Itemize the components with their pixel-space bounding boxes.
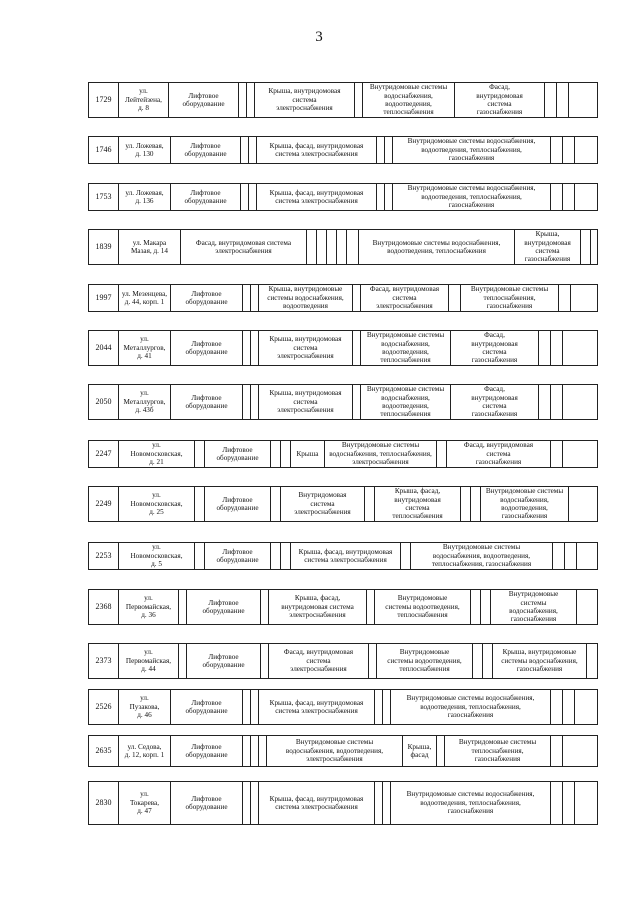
work-cell: [195, 543, 205, 569]
cell-text: Лифтовое оборудование: [216, 445, 259, 462]
cell-text: Крыша, фасад, внутридомовая система электроснабжения: [269, 698, 364, 715]
cell-text: Лифтовое оборудование: [185, 393, 228, 410]
work-cell: [257, 184, 377, 210]
work-cell: [385, 137, 393, 163]
work-cell: [563, 441, 575, 467]
work-cell: [551, 441, 563, 467]
cell-text: Лифтовое оборудование: [184, 141, 227, 158]
cell-text: Крыша, фасад, внутридомовая система электроснабжения: [298, 547, 393, 564]
work-cell: [461, 285, 559, 311]
cell-text: ул. Новомосковская, д. 25: [130, 491, 183, 517]
cell-text: Лифтовое оборудование: [202, 598, 245, 615]
work-cell: [337, 230, 347, 264]
cell-text: Внутридомовая система электроснабжения: [294, 491, 351, 517]
work-cell: [563, 184, 575, 210]
work-cell: [445, 736, 551, 766]
work-cell: [251, 782, 259, 824]
work-cell: [353, 285, 361, 311]
work-cell: [375, 782, 383, 824]
work-cell: [437, 736, 445, 766]
work-cell: [205, 543, 271, 569]
cell-text: Лифтовое оборудование: [182, 91, 225, 108]
page-number: 3: [315, 29, 323, 45]
work-cell: [551, 736, 563, 766]
work-cell: [353, 331, 361, 365]
work-cell: [205, 487, 271, 521]
table-row: [88, 284, 598, 312]
work-cell: [281, 543, 291, 569]
work-cell: [515, 230, 581, 264]
work-cell: [267, 736, 403, 766]
work-cell: [361, 385, 451, 419]
work-cell: [259, 782, 375, 824]
cell-text: Крыша, внутридомовая система газоснабжения: [524, 230, 571, 264]
work-cell: [249, 137, 257, 163]
work-cell: [451, 331, 539, 365]
work-cell: [553, 543, 565, 569]
cell-text: Внутридомовые системы теплоснабжения, газоснабжения: [458, 738, 537, 764]
row-number-cell: [89, 782, 119, 824]
cell-text: ул. Ложевая, д. 130: [125, 141, 164, 158]
cell-text: Лифтовое оборудование: [216, 547, 259, 564]
work-cell: [271, 487, 281, 521]
work-cell: [539, 385, 551, 419]
cell-text: Крыша, внутридомовые системы водоснабжения, водоотведения: [267, 285, 344, 311]
work-cell: [259, 736, 267, 766]
cell-text: Лифтовое оборудование: [185, 289, 228, 306]
work-cell: [347, 230, 359, 264]
cell-text: Внутридомовые системы водоснабжения, водоотведения, теплоснабжения, газоснабжения: [406, 694, 535, 720]
work-cell: [365, 487, 375, 521]
work-cell: [243, 782, 251, 824]
cell-text: ул. Новомосковская, д. 21: [130, 441, 183, 467]
work-cell: [195, 441, 205, 467]
work-cell: [551, 782, 563, 824]
work-cell: [243, 385, 251, 419]
address-cell: [119, 83, 169, 117]
work-cell: [563, 782, 575, 824]
work-cell: [261, 644, 269, 678]
work-cell: [361, 331, 451, 365]
table-row: [88, 384, 598, 420]
row-number-cell: [89, 487, 119, 521]
work-cell: [571, 285, 583, 311]
work-cell: [247, 83, 255, 117]
address-cell: [119, 690, 171, 724]
work-cell: [557, 83, 569, 117]
work-cell: [307, 230, 317, 264]
cell-text: Внутридомовые системы водоснабжения, водоотведения, теплоснабжения: [366, 331, 445, 365]
cell-text: Внутридомовые системы водоснабжения, водоотведения, теплоснабжения, газоснабжения: [431, 543, 532, 569]
work-cell: [317, 230, 327, 264]
row-number-cell: [89, 285, 119, 311]
row-number-cell: [89, 184, 119, 210]
cell-text: 2373: [95, 655, 112, 665]
work-cell: [391, 690, 551, 724]
cell-text: 2247: [95, 448, 112, 458]
work-cell: [563, 385, 575, 419]
work-cell: [195, 487, 205, 521]
work-cell: [281, 441, 291, 467]
work-cell: [259, 285, 353, 311]
cell-text: ул. Ложевая, д. 136: [125, 188, 164, 205]
cell-text: 2044: [95, 342, 112, 352]
row-number-cell: [89, 230, 119, 264]
work-cell: [259, 690, 375, 724]
work-cell: [377, 644, 473, 678]
cell-text: 1746: [95, 144, 112, 154]
work-cell: [257, 137, 377, 163]
work-cell: [171, 184, 241, 210]
row-number-cell: [89, 736, 119, 766]
cell-text: Крыша, внутридомовые системы водоснабжения, газоснабжения: [501, 648, 578, 674]
work-cell: [179, 590, 187, 624]
work-cell: [563, 331, 575, 365]
work-cell: [559, 285, 571, 311]
work-cell: [393, 184, 551, 210]
row-number-cell: [89, 590, 119, 624]
work-cell: [269, 644, 369, 678]
cell-text: ул. Металлургов, д. 41: [123, 335, 166, 361]
work-cell: [411, 543, 553, 569]
work-cell: [361, 285, 449, 311]
cell-text: Крыша, внутридомовая система электроснабжения: [269, 335, 342, 361]
cell-text: Внутридомовые системы водоснабжения, теплоснабжения, электроснабжения: [329, 441, 432, 467]
cell-text: 1753: [95, 191, 112, 201]
cell-text: Крыша, фасад, внутридомовая система электроснабжения: [281, 594, 354, 620]
cell-text: Лифтовое оборудование: [185, 698, 228, 715]
work-cell: [575, 690, 587, 724]
work-cell: [375, 690, 383, 724]
work-cell: [169, 83, 239, 117]
work-cell: [291, 441, 325, 467]
cell-text: Крыша, фасад: [407, 742, 432, 759]
work-cell: [575, 137, 587, 163]
row-number-cell: [89, 441, 119, 467]
cell-text: Внутридомовые системы водоснабжения, водоотведения, теплоснабжения: [369, 83, 448, 117]
address-cell: [119, 441, 195, 467]
work-cell: [171, 736, 243, 766]
work-cell: [587, 644, 597, 678]
work-cell: [281, 487, 365, 521]
work-cell: [391, 782, 551, 824]
table-row: [88, 82, 598, 118]
cell-text: ул. Новомосковская, д. 5: [130, 543, 183, 569]
address-cell: [119, 543, 195, 569]
cell-text: Лифтовое оборудование: [216, 495, 259, 512]
cell-text: Внутридомовые системы водоснабжения, водоотведения, теплоснабжения: [372, 238, 501, 255]
work-cell: [461, 487, 471, 521]
work-cell: [401, 543, 411, 569]
cell-text: ул. Седова, д. 12, корп. 1: [124, 742, 165, 759]
work-cell: [575, 782, 587, 824]
work-cell: [181, 230, 307, 264]
cell-text: 1997: [95, 292, 112, 302]
cell-text: Внутридомовые системы теплоснабжения, газоснабжения: [470, 285, 549, 311]
work-cell: [187, 590, 261, 624]
table-row: [88, 643, 598, 679]
cell-text: ул. Первомайская, д. 44: [125, 648, 172, 674]
address-cell: [119, 644, 179, 678]
work-cell: [243, 690, 251, 724]
cell-text: ул. Мезенцева, д. 44, корп. 1: [121, 289, 168, 306]
work-cell: [249, 184, 257, 210]
cell-text: Внутридомовые системы водоснабжения, газоснабжения: [508, 590, 559, 624]
work-cell: [377, 184, 385, 210]
table-row: [88, 486, 598, 522]
work-cell: [243, 285, 251, 311]
table-row: [88, 183, 598, 211]
work-cell: [437, 441, 447, 467]
work-cell: [551, 137, 563, 163]
cell-text: ул. Первомайская, д. 36: [125, 594, 172, 620]
cell-text: Лифтовое оборудование: [185, 339, 228, 356]
cell-text: Крыша: [296, 449, 319, 458]
cell-text: 2050: [95, 396, 112, 406]
cell-text: Фасад, внутридомовая система электроснабжения: [195, 238, 292, 255]
table-row: [88, 229, 598, 265]
work-cell: [363, 83, 455, 117]
work-cell: [259, 331, 353, 365]
work-cell: [243, 331, 251, 365]
work-cell: [359, 230, 515, 264]
row-number-cell: [89, 385, 119, 419]
work-cell: [577, 590, 587, 624]
work-cell: [481, 590, 491, 624]
work-cell: [171, 782, 243, 824]
work-cell: [569, 487, 581, 521]
table-row: [88, 136, 598, 164]
table-row: [88, 589, 598, 625]
table-row: [88, 440, 598, 468]
row-number-cell: [89, 137, 119, 163]
work-cell: [493, 644, 587, 678]
cell-text: 2253: [95, 550, 112, 560]
work-cell: [171, 331, 243, 365]
work-cell: [403, 736, 437, 766]
cell-text: ул. Лейтейзена, д. 8: [125, 87, 162, 113]
work-cell: [251, 331, 259, 365]
cell-text: 1839: [95, 241, 112, 251]
work-cell: [385, 184, 393, 210]
work-cell: [243, 736, 251, 766]
work-cell: [179, 644, 187, 678]
cell-text: ул. Токарева, д. 47: [129, 790, 160, 816]
work-cell: [171, 137, 241, 163]
work-cell: [581, 230, 591, 264]
cell-text: Крыша, внутридомовая система электроснабжения: [269, 389, 342, 415]
work-cell: [563, 690, 575, 724]
work-cell: [481, 487, 569, 521]
work-cell: [355, 83, 363, 117]
cell-text: Лифтовое оборудование: [185, 742, 228, 759]
row-number-cell: [89, 331, 119, 365]
work-cell: [251, 736, 259, 766]
work-cell: [451, 385, 539, 419]
work-cell: [545, 83, 557, 117]
cell-text: Внутридомовые системы водоснабжения, водоотведения, теплоснабжения: [366, 385, 445, 419]
cell-text: ул. Пузакова, д. 46: [129, 694, 160, 720]
work-cell: [353, 385, 361, 419]
cell-text: 2526: [95, 701, 112, 711]
cell-text: Фасад, внутридомовая система электроснабжения: [283, 648, 354, 674]
work-cell: [261, 590, 269, 624]
cell-text: Фасад, внутридомовая система газоснабжения: [476, 83, 523, 117]
work-cell: [551, 690, 563, 724]
work-cell: [473, 644, 483, 678]
work-cell: [259, 385, 353, 419]
work-cell: [551, 385, 563, 419]
cell-text: Внутридомовые системы водоснабжения, водоотведения, электроснабжения: [285, 738, 384, 764]
work-cell: [591, 230, 599, 264]
work-cell: [483, 644, 493, 678]
work-cell: [575, 184, 587, 210]
table-row: [88, 735, 598, 767]
work-cell: [269, 590, 367, 624]
address-cell: [119, 137, 171, 163]
cell-text: 2368: [95, 601, 112, 611]
work-cell: [241, 137, 249, 163]
work-cell: [471, 487, 481, 521]
work-cell: [271, 441, 281, 467]
cell-text: Фасад, внутридомовая система электроснабжения: [369, 285, 440, 311]
work-cell: [375, 487, 461, 521]
work-cell: [255, 83, 355, 117]
table-row: [88, 781, 598, 825]
work-cell: [447, 441, 551, 467]
cell-text: 2635: [95, 745, 112, 755]
cell-text: Лифтовое оборудование: [185, 794, 228, 811]
cell-text: Лифтовое оборудование: [184, 188, 227, 205]
work-cell: [491, 590, 577, 624]
work-cell: [291, 543, 401, 569]
work-cell: [171, 285, 243, 311]
address-cell: [119, 590, 179, 624]
cell-text: Крыша, фасад, внутридомовая система электроснабжения: [269, 141, 364, 158]
work-cell: [569, 83, 581, 117]
row-number-cell: [89, 543, 119, 569]
address-cell: [119, 736, 171, 766]
work-cell: [577, 543, 589, 569]
work-cell: [455, 83, 545, 117]
row-number-cell: [89, 644, 119, 678]
address-cell: [119, 782, 171, 824]
cell-text: Фасад, внутридомовая система газоснабжения: [471, 385, 518, 419]
work-cell: [551, 184, 563, 210]
work-cell: [563, 137, 575, 163]
work-cell: [325, 441, 437, 467]
work-cell: [375, 590, 471, 624]
address-cell: [119, 487, 195, 521]
cell-text: Крыша, фасад, внутридомовая система электроснабжения: [269, 188, 364, 205]
address-cell: [119, 385, 171, 419]
work-cell: [449, 285, 461, 311]
cell-text: Внутридомовые системы водоотведения, теплоснабжения: [387, 648, 462, 674]
cell-text: Лифтовое оборудование: [202, 652, 245, 669]
work-cell: [251, 690, 259, 724]
cell-text: Фасад, внутридомовая система газоснабжения: [463, 441, 534, 467]
work-cell: [205, 441, 271, 467]
work-cell: [251, 285, 259, 311]
work-cell: [239, 83, 247, 117]
work-cell: [539, 331, 551, 365]
cell-text: 2249: [95, 498, 112, 508]
row-number-cell: [89, 690, 119, 724]
table-row: [88, 689, 598, 725]
work-cell: [187, 644, 261, 678]
table-row: [88, 542, 598, 570]
cell-text: 2830: [95, 797, 112, 807]
cell-text: Фасад, внутридомовая система газоснабжения: [471, 331, 518, 365]
cell-text: Внутридомовые системы водоснабжения, водоотведения, теплоснабжения, газоснабжения: [407, 184, 536, 210]
cell-text: ул. Металлургов, д. 43б: [123, 389, 166, 415]
work-cell: [241, 184, 249, 210]
work-cell: [563, 736, 575, 766]
cell-text: Внутридомовые системы водоотведения, теплоснабжения: [385, 594, 460, 620]
address-cell: [119, 230, 181, 264]
cell-text: Внутридомовые системы водоснабжения, водоотведения, теплоснабжения, газоснабжения: [407, 137, 536, 163]
work-cell: [251, 385, 259, 419]
work-cell: [327, 230, 337, 264]
work-cell: [383, 782, 391, 824]
work-cell: [565, 543, 577, 569]
work-cell: [367, 590, 375, 624]
cell-text: Крыша, фасад, внутридомовая система теплоснабжения: [392, 487, 443, 521]
address-cell: [119, 285, 171, 311]
cell-text: 1729: [95, 94, 112, 104]
cell-text: Внутридомовые системы водоснабжения, водоотведения, теплоснабжения, газоснабжения: [406, 790, 535, 816]
cell-text: Внутридомовые системы водоснабжения, водоотведения, газоснабжения: [485, 487, 564, 521]
work-cell: [171, 690, 243, 724]
work-cell: [471, 590, 481, 624]
table-row: [88, 330, 598, 366]
work-cell: [383, 690, 391, 724]
cell-text: Крыша, внутридомовая система электроснабжения: [268, 87, 341, 113]
work-cell: [551, 331, 563, 365]
address-cell: [119, 331, 171, 365]
work-cell: [171, 385, 243, 419]
work-cell: [393, 137, 551, 163]
work-cell: [377, 137, 385, 163]
cell-text: ул. Макара Мазая, д. 14: [131, 238, 168, 255]
address-cell: [119, 184, 171, 210]
row-number-cell: [89, 83, 119, 117]
work-cell: [369, 644, 377, 678]
work-cell: [271, 543, 281, 569]
cell-text: Крыша, фасад, внутридомовая система электроснабжения: [269, 794, 364, 811]
